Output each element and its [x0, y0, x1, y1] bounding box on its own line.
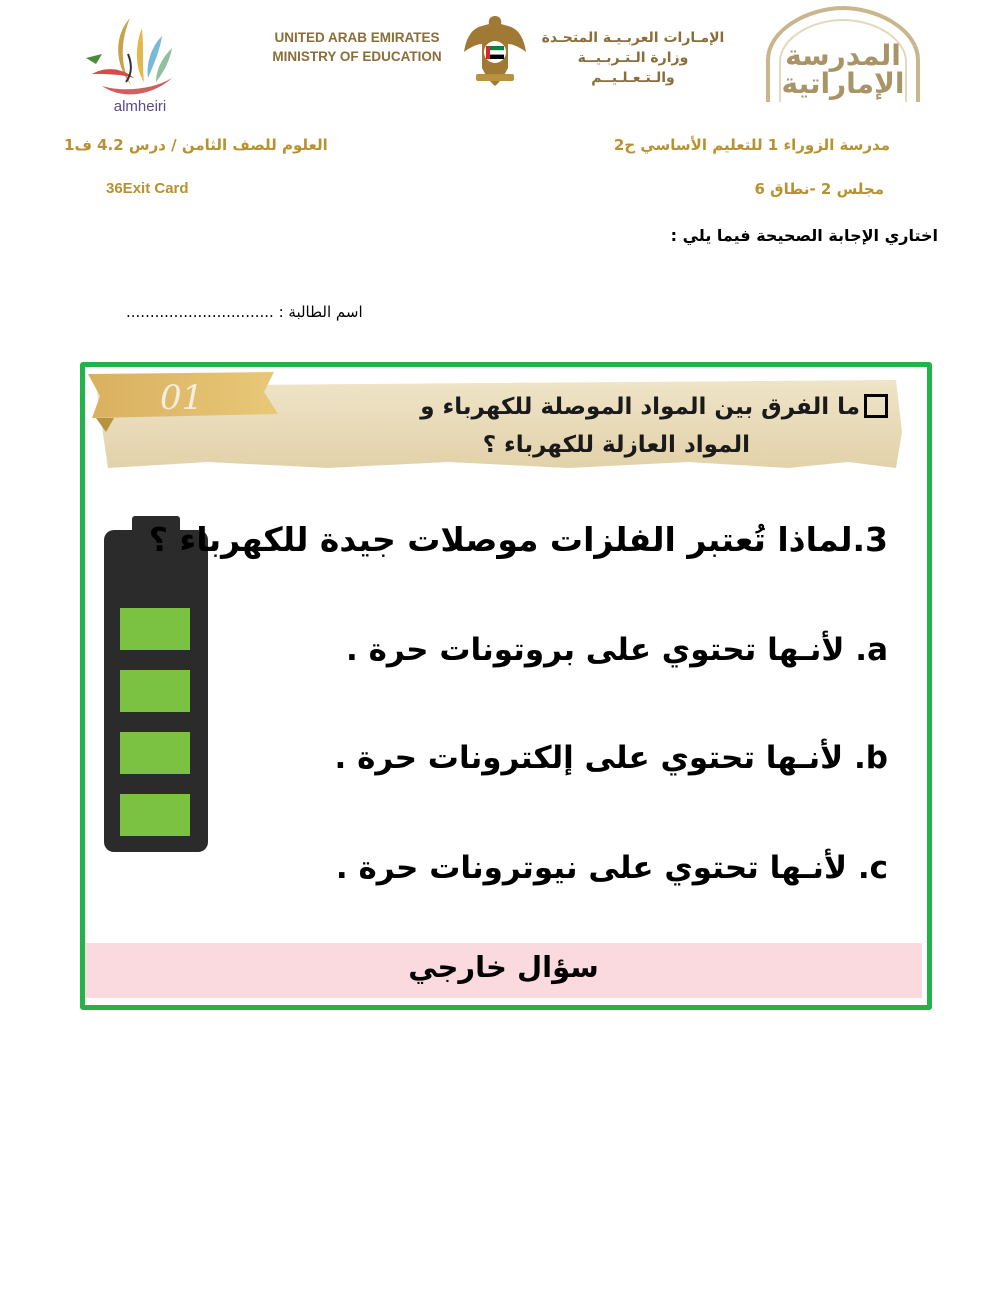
- ministry-en: MINISTRY OF EDUCATION: [272, 49, 442, 64]
- ministry-ar: وزارة الـتـربـيــة والـتـعـلـيــم: [577, 50, 689, 86]
- checkbox-icon[interactable]: [864, 394, 888, 418]
- option-c[interactable]: c. لأنـها تحتوي على نيوترونات حرة .: [335, 850, 888, 886]
- school-logo-text: المدرسة الإماراتية: [781, 39, 905, 100]
- battery-cell: [120, 732, 190, 774]
- option-b[interactable]: b. لأنـها تحتوي على إلكترونات حرة .: [334, 740, 888, 776]
- banner-question-line2: المواد العازلة للكهرباء ؟: [482, 432, 750, 458]
- student-name-line: اسم الطالبة : ...............................: [126, 303, 363, 321]
- banner-question-line1: ما الفرق بين المواد الموصلة للكهرباء و: [420, 394, 860, 420]
- banner-question: [280, 388, 860, 464]
- ministry-arabic: [538, 28, 728, 88]
- question-text: 3.لماذا تُعتبر الفلزات موصلات جيدة للكهرباء ؟: [148, 520, 888, 559]
- battery-cell: [120, 794, 190, 836]
- battery-icon: [104, 516, 208, 852]
- instruction: اختاري الإجابة الصحيحة فيما يلي :: [670, 226, 938, 245]
- banner-number: 01: [160, 378, 204, 418]
- school-logo: [758, 4, 928, 104]
- battery-cell: [120, 608, 190, 650]
- option-a[interactable]: a. لأنـها تحتوي على بروتونات حرة .: [346, 632, 888, 668]
- country-en: UNITED ARAB EMIRATES: [274, 30, 440, 45]
- subject-lesson: العلوم للصف الثامن / درس 4.2 ف1: [64, 136, 328, 154]
- footer-label: سؤال خارجي: [408, 950, 599, 984]
- ministry-english: [262, 28, 452, 66]
- almheiri-caption: almheiri: [113, 98, 167, 115]
- battery-cell: [120, 670, 190, 712]
- uae-emblem: [462, 12, 528, 88]
- council-label: مجلس 2 -نطاق 6: [754, 180, 884, 198]
- exit-card-label: 36Exit Card: [106, 180, 189, 197]
- country-ar: الإمـارات العربـيـة المتحـدة: [541, 30, 725, 46]
- school-name: مدرسة الزوراء 1 للتعليم الأساسي ح2: [613, 136, 890, 154]
